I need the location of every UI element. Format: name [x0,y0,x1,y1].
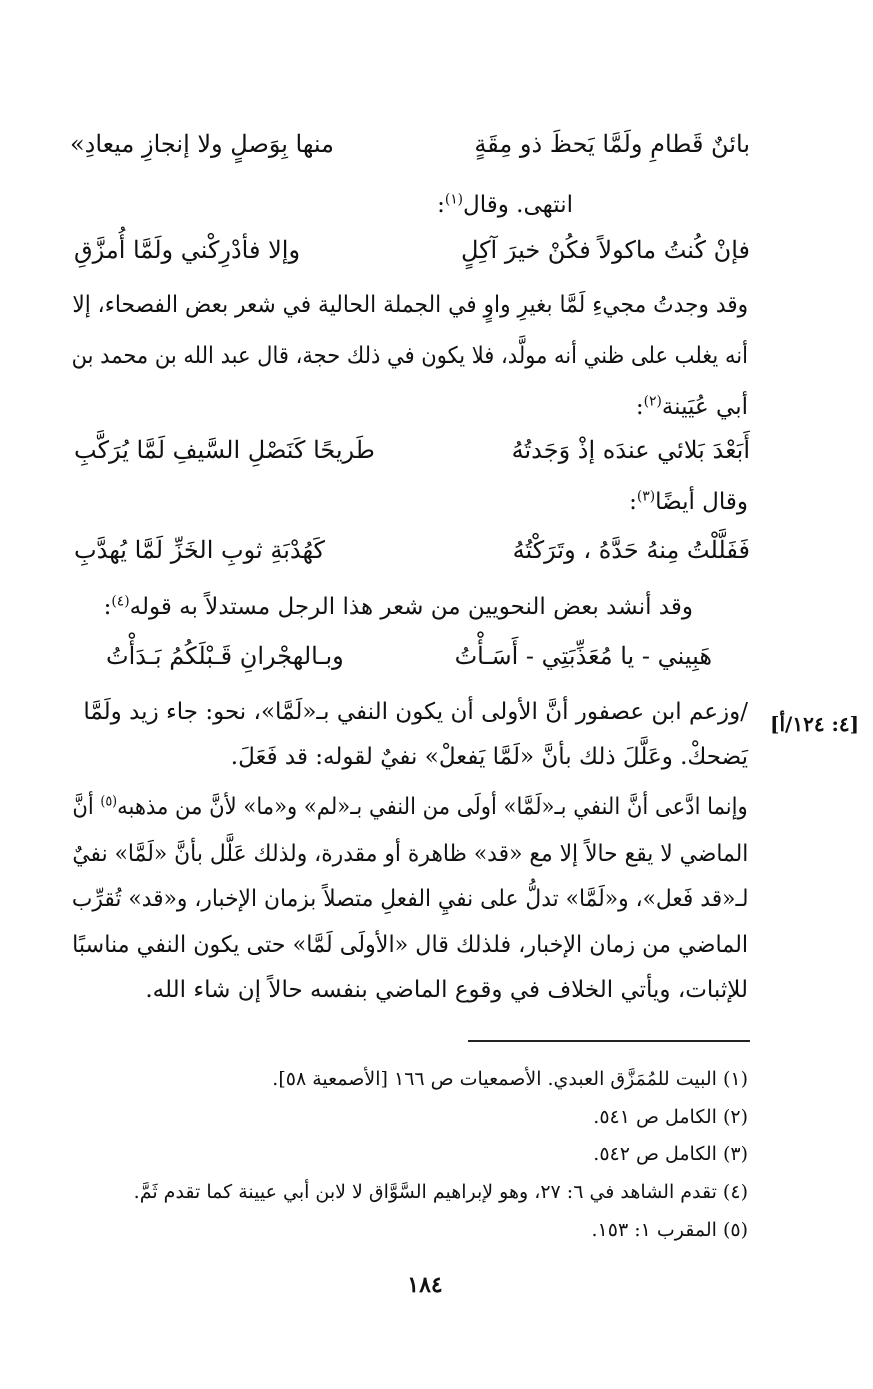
verse-3-second-hemistich: طَريحًا كَنَصْلِ السَّيفِ لَمَّا يُرَكَّبِ [74,436,375,464]
verse-1 [70,128,750,160]
text-line-also-said: وقال أيضًا$^{(٣)}$: [629,488,748,515]
verse-5-first-hemistich: هَبِيني - يا مُعَذِّبَتِي - أَسَـأْتُ [454,642,712,670]
paragraph-1-line-2: أنه يغلب على ظني أنه مولَّد، فلا يكون في ذلك حجة، قال عبد الله بن محمد بن [71,343,748,369]
footnote-1: (١) البيت للمُمَزَّق العبدي. الأصمعيات ص ١٦٦ [الأصمعية ٥٨]. [272,1068,748,1090]
verse-1-first-hemistich: بائنٌ قَطامِ ولَمَّا يَحظَ ذو مِقَةٍ [474,130,750,158]
paragraph-2: وقد أنشد بعض النحويين من شعر هذا الرجل مستدلاً به قوله$^{(٤)}$: [103,593,693,620]
margin-manuscript-reference: [٤: ١٢٤/أ] [770,712,860,736]
footnote-4: (٤) تقدم الشاهد في ٦: ٢٧، وهو لإبراهيم السَّوَّاق لا لابن أبي عيينة كما تقدم ثَمَّ. [133,1181,748,1203]
verse-3 [74,434,750,466]
verse-4 [74,534,750,566]
footnote-ref-5: (٥) [100,793,118,810]
footnote-2: (٢) الكامل ص ٥٤١. [593,1106,748,1128]
footnote-ref-4: (٤) [111,593,130,610]
paragraph-1-line-1: وقد وجدتُ مجيءِ لَمَّا بغيرِ واوٍ في الجملة الحالية في شعر بعض الفصحاء، إلا [72,292,748,318]
verse-4-first-hemistich: فَفَلَّلْتُ مِنهُ حَدَّهُ ، وتَرَكْتُهُ [512,536,750,564]
footnote-5: (٥) المقرب ١: ١٥٣. [591,1219,748,1241]
paragraph-3-line-2: يَضحكْ. وعَلَّلَ ذلك بأنَّ «لَمَّا يَفعلْ» نفيٌ لقوله: قد فَعَلَ. [230,744,748,770]
verse-3-first-hemistich: أَبَعْدَ بَلائي عندَه إذْ وَجَدتُهُ [511,436,750,464]
paragraph-4-line-2: الماضي لا يقع حالاً إلا مع «قد» ظاهرة أو مقدرة، ولذلك عَلَّل بأنَّ «لَمَّا» نفيٌ [71,841,748,867]
paragraph-4-line-4: الماضي من زمان الإخبار، فلذلك قال «الأولَى لَمَّا» حتى يكون النفي مناسبًا [72,932,748,958]
footnote-ref-3: (٣) [636,488,656,505]
text-line-intro: انتهى. وقال$^{(١)}$: [437,191,573,218]
verse-2-second-hemistich: وإلا فأدْرِكْني ولَمَّا أُمزَّقِ [74,236,301,264]
verse-5 [106,640,712,672]
paragraph-4-line-1: وإنما ادَّعى أنَّ النفي بـ«لَمَّا» أولَى من النفي بـ«لم» و«ما» لأنَّ من مذهبه$^{(٥)}$ أنَّ [72,793,748,820]
page-number: ١٨٤ [407,1272,443,1298]
paragraph-3-line-1: /وزعم ابن عصفور أنَّ الأولى أن يكون النفي بـ«لَمَّا»، نحو: جاء زيد ولَمَّا [83,699,748,725]
verse-2-first-hemistich: فإنْ كُنتُ ماكولاً فكُنْ خيرَ آكِلٍ [460,236,750,264]
footnote-3: (٣) الكامل ص ٥٤٢. [593,1143,748,1165]
paragraph-1-line-3: أبي عُيَينة$^{(٢)}$: [635,393,748,420]
verse-1-second-hemistich: منها بِوَصلٍ ولا إنجازِ ميعادِ» [70,130,334,158]
footnote-ref-1: (١) [444,191,464,208]
paragraph-4-line-3: لـ«قد فَعل»، و«لَمَّا» تدلُّ على نفيِ الفعلِ متصلاً بزمان الإخبار، و«قد» تُقرِّب [71,886,748,912]
footnote-separator [468,1040,750,1042]
verse-2 [74,234,750,266]
verse-4-second-hemistich: كَهُدْبَةِ ثوبِ الخَزِّ لَمَّا يُهدَّبِ [74,536,325,564]
paragraph-4-line-5: للإثبات، ويأتي الخلاف في وقوع الماضي بنفسه حالاً إن شاء الله. [145,977,748,1003]
footnote-ref-2: (٢) [643,393,662,410]
verse-5-second-hemistich: وبـالهجْرانِ قَـبْلَكُمُ بَـدَأْتُ [106,642,344,670]
